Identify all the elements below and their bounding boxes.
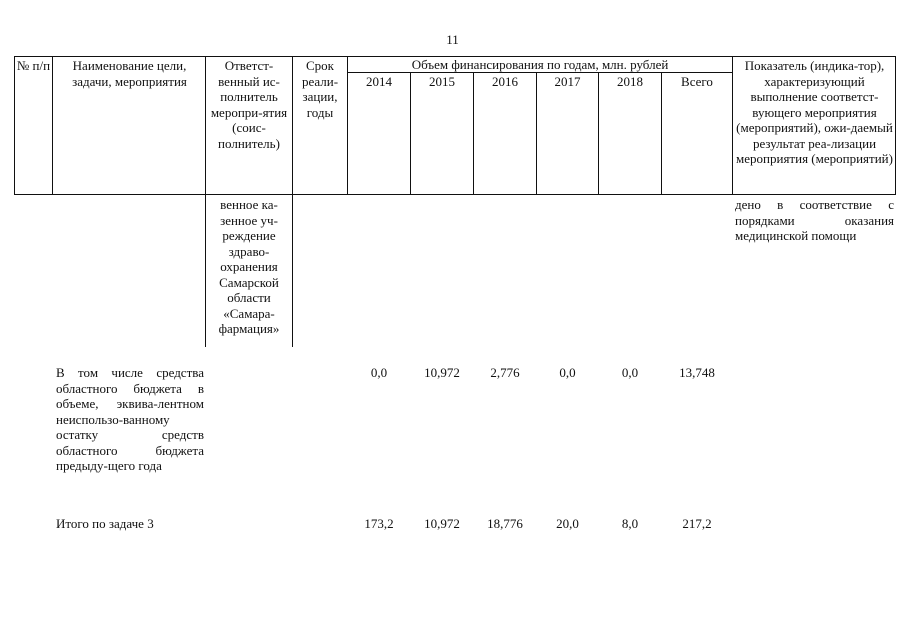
- header-year-2014: 2014: [366, 74, 392, 89]
- value-2014: 0,0: [370, 365, 388, 380]
- value-2014: 173,2: [364, 516, 394, 531]
- value-total: 13,748: [679, 365, 715, 380]
- value-2016: 18,776: [487, 516, 523, 531]
- header-name: Наименование цели, задачи, мероприятия: [72, 58, 187, 89]
- value-2017: 20,0: [556, 516, 579, 531]
- header-num: № п/п: [16, 58, 51, 73]
- header-total: Всего: [681, 74, 713, 89]
- header-funding: Объем финансирования по годам, млн. рублей: [411, 57, 669, 72]
- header-indicator: Показатель (индика-тор), характеризующий выполнение соответст-вующего мероприятия (мероприятий), ожи-даемый результат реа-лизации мероприятия (мероприятий): [736, 58, 893, 166]
- row-name: В том числе средства областного бюджета в объеме, эквива-лентном неиспользо-ванному остатку средств областного бюджета предыду-щего года: [56, 365, 204, 473]
- header-term: Срок реали-зации, годы: [301, 58, 339, 120]
- value-2016: 2,776: [490, 365, 520, 380]
- value-2018: 8,0: [621, 516, 639, 531]
- row-name: Итого по задаче 3: [56, 516, 154, 531]
- page-number: 11: [446, 32, 459, 47]
- responsible-continuation: венное ка-зенное уч-реждение здраво-охранения Самарской области «Самара-фармация»: [218, 197, 280, 336]
- value-2018: 0,0: [621, 365, 639, 380]
- header-year-2018: 2018: [617, 74, 643, 89]
- indicator-continuation: дено в соответствие с порядками оказания медицинской помощи: [735, 197, 894, 243]
- value-2017: 0,0: [559, 365, 576, 380]
- header-year-2017: 2017: [554, 74, 581, 89]
- header-year-2016: 2016: [492, 74, 518, 89]
- value-2015: 10,972: [424, 365, 460, 380]
- header-responsible: Ответст-венный ис-полнитель меропри-ятия (соис-полнитель): [210, 58, 288, 151]
- value-total: 217,2: [682, 516, 712, 531]
- value-2015: 10,972: [424, 516, 460, 531]
- header-year-2015: 2015: [429, 74, 455, 89]
